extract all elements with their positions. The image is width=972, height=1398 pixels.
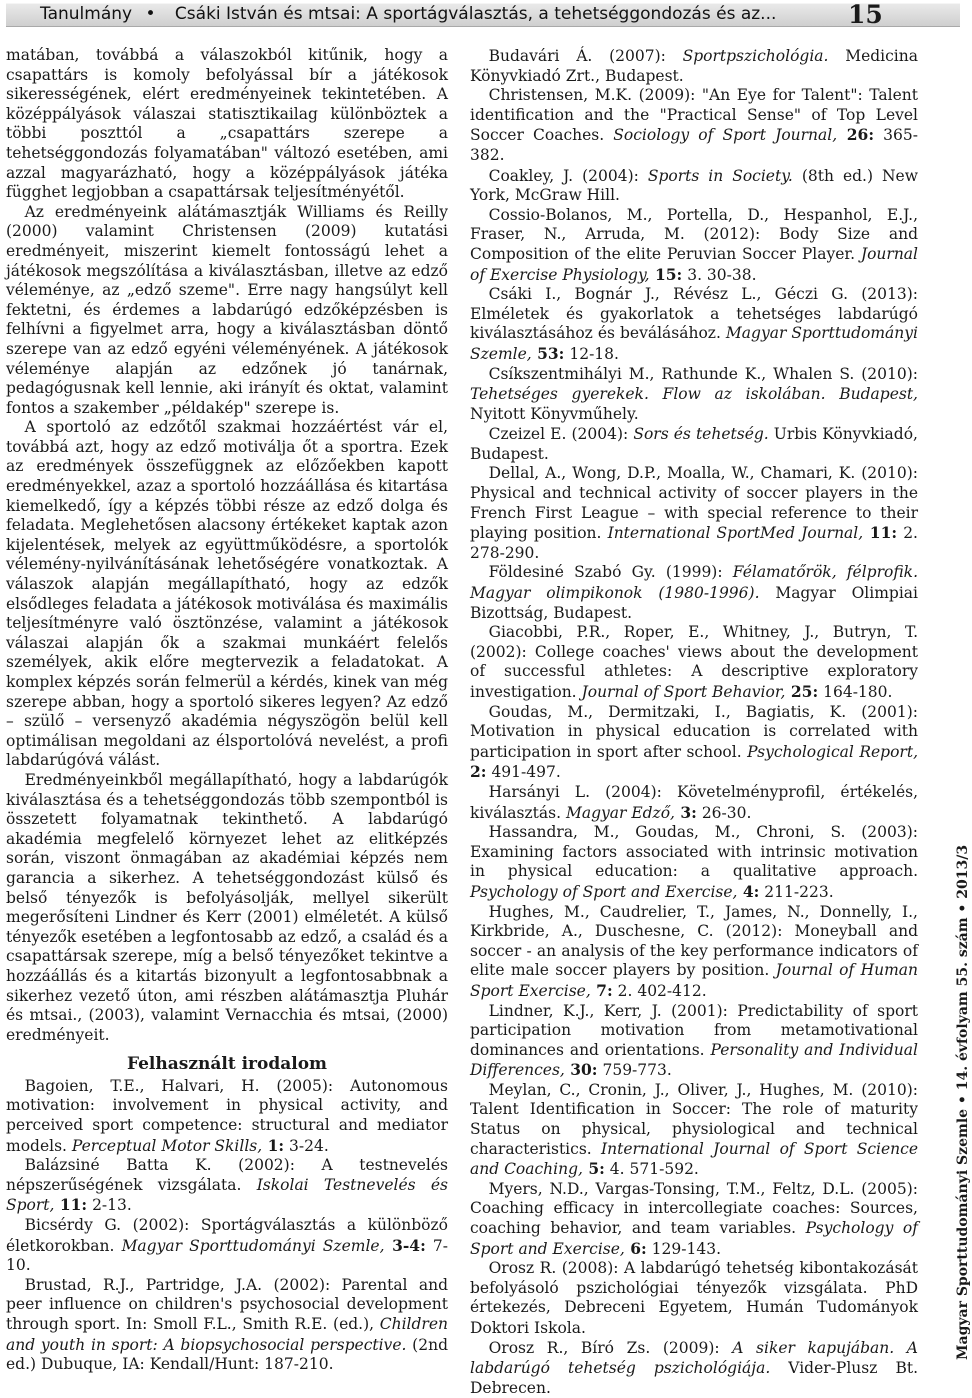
reference-entry bbox=[470, 1180, 918, 1259]
reference-part-b: 5: bbox=[582, 1159, 605, 1179]
references-heading: Felhasznált irodalom bbox=[126, 1054, 328, 1075]
reference-entry bbox=[470, 1339, 918, 1398]
reference-part-b: 26: bbox=[837, 125, 875, 145]
reference-entry bbox=[6, 1156, 448, 1216]
reference-entry bbox=[470, 424, 918, 464]
header-bullet: • bbox=[145, 4, 156, 24]
reference-entry bbox=[470, 206, 918, 285]
reference-part-a: Orosz R., Bíró Zs. (2009): bbox=[488, 1338, 733, 1357]
body-paragraph: A sportoló az edzőtől szakmai hozzáértést vár el, továbbá azt, hogy az edző motiválja őt a sportra. Ezek az eredmények összefüggnek az előzőekben kapott eredményekkel, azaz a sportoló hozzáállása és kitartása kiemelkedő, így a képzés többi része az edző dolga és feladata. Meglehetősen alacsony értékeket kaptak azon kijelentések, melyek az együttműködésre, a sportolók vélemény-nyilvánításának lehetőségére vonatkoztak. A válaszok alapján megállapítható, hogy az edzők elsődleges feladata a játékosok motiválása és maximális teljesítményre való ösztönzése, valamint a játékosok válaszai alapján ők a szakmai munkáért felelős személyek, akik előre megtervezik a feladatokat. A komplex képzés során felmerül a kérdés, kinek van még szerepe abban, hogy a sportoló sikeres legyen? Az edző – szülő – versenyző akadémia négyszögön belül kell optimálisan megoldani az élsportolóvá nevelést, a profi labdarúgóvá válást. bbox=[6, 418, 448, 770]
reference-part-a: Myers, N.D., Vargas-Tonsing, T.M., Feltz, D.L. (2005): Coaching efficacy in intercollegiate coaches: Sources, coaching behavior, and team variables. bbox=[470, 1179, 918, 1238]
references-list-right bbox=[470, 46, 918, 1398]
reference-part-c: (2nd ed.) Dubuque, IA: Kendall/Hunt: 187-210. bbox=[6, 1335, 448, 1374]
reference-part-a: Hughes, M., Caudrelier, T., James, N., Donnelly, I., Kirkbride, A., Duschesne, C. (2012): Moneyball and soccer - an analysis of the key performance indicators of elite male soccer players by position. bbox=[470, 902, 918, 980]
reference-part-b: 30: bbox=[564, 1060, 598, 1080]
reference-entry bbox=[470, 823, 918, 902]
reference-part-b: 15: bbox=[649, 264, 683, 284]
reference-part-c: 2. 278-290. bbox=[470, 524, 918, 562]
section-label: Tanulmány bbox=[40, 4, 133, 24]
reference-part-b: 11: bbox=[863, 523, 898, 543]
reference-part-c: 3-24. bbox=[284, 1136, 329, 1155]
reference-entry bbox=[470, 166, 918, 206]
right-column bbox=[470, 46, 918, 1398]
reference-part-a: Lindner, K.J., Kerr, J. (2001): Predictability of sport participation motivation from metamotivational dominances and orientations. bbox=[470, 1001, 918, 1059]
reference-part-a: Brustad, R.J., Partridge, J.A. (2002): Parental and peer influence on children's psychosocial development through sport. In: Smoll F.L., Smith R.E. (ed.), bbox=[6, 1275, 448, 1333]
side-banner bbox=[940, 844, 971, 1360]
reference-part-a: Czeizel E. (2004): bbox=[488, 425, 634, 444]
reference-part-c: 2. 402-412. bbox=[612, 981, 707, 1000]
reference-part-c: 4. 571-592. bbox=[604, 1160, 699, 1179]
reference-part-c: Medicina Könyvkiadó Zrt., Budapest. bbox=[470, 47, 918, 85]
reference-part-a: Csáki I., Bognár J., Révész L., Géczi G. (2013): Elméletek és gyakorlatok a tehetséges labdarúgó kiválasztásához és beválásához. bbox=[470, 285, 918, 343]
reference-part-c: (8th ed.) New York, McGraw Hill. bbox=[470, 166, 918, 205]
reference-part-i: Psychological Report, bbox=[747, 742, 918, 761]
reference-entry bbox=[6, 1077, 448, 1156]
side-banner-text: Magyar Sporttudományi Szemle • 14. évfolyam 55. szám • 2013/3 bbox=[955, 844, 971, 1360]
reference-part-a: Coakley, J. (2004): bbox=[488, 166, 648, 185]
reference-part-i: Psychology of Sport and Exercise, bbox=[470, 882, 738, 901]
reference-entry bbox=[470, 1002, 918, 1081]
reference-entry bbox=[470, 703, 918, 783]
reference-part-b: 3: bbox=[674, 802, 697, 822]
reference-part-i: Psychology of Sport and Exercise, bbox=[470, 1219, 919, 1258]
reference-part-b: 53: bbox=[531, 343, 565, 363]
reference-part-c: 26-30. bbox=[696, 803, 752, 822]
reference-entry bbox=[470, 86, 918, 165]
running-title: Csáki István és mtsai: A sportágválasztás, a tehetséggondozás és az... bbox=[174, 4, 777, 24]
reference-entry bbox=[470, 365, 918, 425]
reference-part-i: Magyar Sporttudományi Szemle, bbox=[470, 324, 918, 363]
reference-part-a: Dellal, A., Wong, D.P., Moalla, W., Chamari, K. (2010): Physical and technical activity of soccer players in the French First League – with special reference to their playing position. bbox=[470, 464, 918, 543]
reference-part-a: Balázsiné Batta K. (2002): A testnevelés népszerűségének vizsgálata. bbox=[6, 1156, 448, 1194]
reference-part-i: Félamatőrök, félprofik. Magyar olimpikonok (1980-1996). bbox=[470, 563, 918, 603]
reference-part-a: Goudas, M., Dermitzaki, I., Bagiatis, K. (2001): Motivation in physical education is correlated with participation in sport after school. bbox=[470, 702, 918, 761]
reference-entry bbox=[470, 1081, 918, 1180]
reference-part-a: Bagoien, T.E., Halvari, H. (2005): Autonomous motivation: involvement in physical activity, and perceived sport competence: structural and mediator models. bbox=[6, 1076, 448, 1155]
reference-part-i: Perceptual Motor Skills, bbox=[71, 1136, 263, 1155]
reference-part-i: Iskolai Testnevelés és Sport, bbox=[6, 1175, 448, 1215]
reference-part-c: Magyar Olimpiai Bizottság, Budapest. bbox=[470, 584, 918, 622]
reference-part-b: 3-4: bbox=[384, 1235, 426, 1255]
reference-part-b: 7: bbox=[590, 980, 613, 1000]
reference-part-i: International SportMed Journal, bbox=[607, 524, 864, 543]
reference-part-i: Tehetséges gyerekek. Flow az iskolában. Budapest, bbox=[470, 385, 918, 404]
reference-part-i: Magyar Edző, bbox=[565, 803, 675, 822]
reference-part-c: 129-143. bbox=[646, 1239, 722, 1258]
reference-part-c: 759-773. bbox=[597, 1061, 672, 1080]
reference-part-a: Christensen, M.K. (2009): "An Eye for Talent": Talent identification and the "Practical Sense" of Top Level Soccer Coaches. bbox=[470, 86, 918, 145]
reference-part-a: Orosz R. (2008): A labdarúgó tehetség kibontakozását befolyásoló pszichológiai tényezők vizsgálata. PhD értekezés, Debreceni Egyetem, Humán Tudományok Doktori Iskola. bbox=[470, 1259, 918, 1337]
reference-part-c: Vider-Plusz Bt. Debrecen. bbox=[470, 1359, 919, 1397]
reference-entry bbox=[6, 1276, 448, 1375]
reference-entry bbox=[6, 1216, 448, 1276]
reference-entry bbox=[470, 783, 918, 823]
reference-part-a: Harsányi L. (2004): Követelményprofil, értékelés, kiválasztás. bbox=[470, 782, 918, 822]
reference-entry bbox=[470, 285, 918, 364]
reference-part-c: Urbis Könyvkiadó, Budapest. bbox=[470, 425, 918, 463]
reference-entry bbox=[470, 563, 918, 623]
reference-part-c: 211-223. bbox=[759, 882, 834, 901]
body-paragraph: matában, továbbá a válaszokból kitűnik, hogy a csapattárs is komoly befolyással bír a játékosok sikerességének, elért eredményeinek tekintetében. A középpályások válaszai statisztikailag különböztek a többi poszttól a „csapattárs szerepe a tehetséggondozás folyamatában" változó esetében, ami azzal magyarázható, hogy a középpályások játéka függhet legjobban a csapattársak teljesítményétől. bbox=[6, 46, 448, 202]
reference-part-c: Nyitott Könyvműhely. bbox=[470, 404, 639, 423]
header-text bbox=[40, 2, 776, 26]
reference-entry bbox=[470, 623, 918, 702]
reference-part-b: 25: bbox=[785, 682, 819, 701]
reference-part-i: A siker kapujában. A labdarúgó tehetség pszichológiája. bbox=[470, 1338, 918, 1378]
reference-part-c: 7-10. bbox=[6, 1236, 449, 1275]
reference-part-c: 3. 30-38. bbox=[682, 265, 757, 284]
reference-part-b: 1: bbox=[262, 1135, 285, 1155]
reference-part-i: Sportpszichológia. bbox=[682, 47, 829, 65]
reference-entry bbox=[470, 903, 918, 1002]
reference-part-a: Giacobbi, P.R., Roper, E., Whitney, J., Butryn, T. (2002): College coaches' views about the development of successful athletes: A descriptive exploratory investigation. bbox=[470, 623, 918, 701]
reference-part-i: Magyar Sporttudományi Szemle, bbox=[121, 1236, 385, 1255]
reference-part-b: 6: bbox=[624, 1238, 647, 1258]
reference-part-c: 365-382. bbox=[470, 126, 919, 164]
reference-part-b: 4: bbox=[737, 881, 760, 901]
reference-part-c: 491-497. bbox=[486, 763, 561, 782]
references-list-left bbox=[6, 1077, 448, 1375]
reference-part-i: Journal of Exercise Physiology, bbox=[470, 244, 918, 284]
reference-entry bbox=[470, 464, 918, 563]
reference-part-i: Journal of Sport Behavior, bbox=[581, 683, 786, 701]
reference-part-i: Sors és tehetség. bbox=[633, 425, 769, 444]
reference-part-i: Sports in Society. bbox=[647, 166, 793, 185]
reference-part-i: Children and youth in sport: A biopsychosocial perspective. bbox=[6, 1315, 448, 1354]
reference-part-b: 11: bbox=[54, 1195, 88, 1215]
page-number: 15 bbox=[848, 0, 883, 29]
reference-entry bbox=[470, 46, 918, 86]
reference-part-i: Journal of Human Sport Exercise, bbox=[470, 961, 918, 1000]
reference-part-i: Personality and Individual Differences, bbox=[470, 1040, 918, 1080]
body-paragraph: Eredményeinkből megállapítható, hogy a labdarúgók kiválasztása és a tehetséggondozás több szempontból is összetett folyamatnak tekinthető. A labdarúgó akadémia megfelelő környezet lehet az elitképzés során, viszont önmagában az akadémiai képzés nem garancia a sikerhez. A tehetséggondozást külső és belső tényezők is befolyásolják, mellyel sikerült megerősíteni Lindner és Kerr (2001) elméletét. A külső tényezők esetében a legfontosabb az edző, a család és a csapattársak szerepe, míg a belső tényezőket tekintve a hozzáállás és a kitartás bizonyult a legfontosabbnak a sikerhez vezető úton, ami részben alátámasztja Pluhár és mtsai., (2003), valamint Vernacchia és mtsai, (2000) eredményeit. bbox=[6, 770, 448, 1044]
reference-part-c: 12-18. bbox=[564, 344, 619, 363]
reference-part-b: 2: bbox=[470, 762, 487, 782]
reference-part-c: 164-180. bbox=[818, 683, 893, 701]
reference-entry bbox=[470, 1259, 918, 1338]
reference-part-a: Csíkszentmihályi M., Rathunde K., Whalen S. (2010): bbox=[488, 364, 918, 383]
running-header bbox=[0, 0, 960, 30]
reference-part-i: International Journal of Sport Science and Coaching, bbox=[470, 1139, 919, 1179]
left-column bbox=[6, 46, 448, 1375]
reference-part-a: Hassandra, M., Goudas, M., Chroni, S. (2003): Examining factors associated with intrinsic motivation in physical education: a qualitative approach. bbox=[470, 823, 918, 881]
reference-part-a: Cossio-Bolanos, M., Portella, D., Hespanhol, E.J., Fraser, N., Arruda, M. (2012): Body Size and Composition of the elite Peruvian Soccer Player. bbox=[470, 205, 918, 263]
header-band-right bbox=[884, 3, 960, 27]
reference-part-a: Bicsérdy G. (2002): Sportágválasztás a különböző életkorokban. bbox=[6, 1216, 448, 1255]
reference-part-a: Földesiné Szabó Gy. (1999): bbox=[488, 563, 733, 582]
body-paragraph: Az eredményeink alátámasztják Williams és Reilly (2000) valamint Christensen (2009) kutatási eredményeit, miszerint kiemelt fontosságú lehet a játékosok megszólítása a kiválasztásban, illetve az edző véleménye, az „edző szeme". Erre nagy hangsúlyt kell fektetni, és érdemes a labdarúgó edzőképzésben is felhívni a figyelmet arra, hogy a kiválasztásban döntő szerepe van az edző egyéni véleményének. A játékosok véleménye alapján az edzőnek jó tanárnak, pedagógusnak kell lennie, aki irányít és oktat, valamint fontos a szakember „példakép" szerepe is. bbox=[6, 202, 448, 417]
reference-part-i: Sociology of Sport Journal, bbox=[613, 126, 838, 145]
reference-part-c: 2-13. bbox=[87, 1196, 132, 1215]
reference-part-a: Budavári Á. (2007): bbox=[488, 47, 683, 65]
reference-part-a: Meylan, C., Cronin, J., Oliver, J., Hughes, M. (2010): Talent Identification in Soccer: The role of maturity Status on physical, physiological and technical characteristics. bbox=[470, 1080, 918, 1158]
